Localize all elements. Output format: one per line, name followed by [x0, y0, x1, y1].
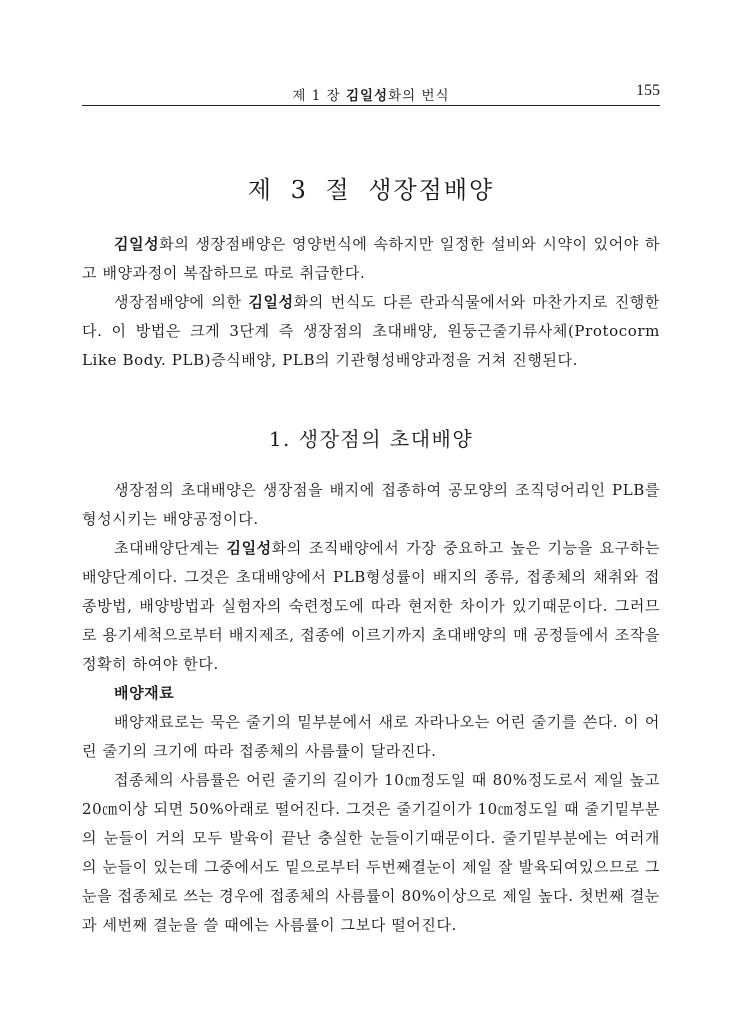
paragraph: 생장점의 초대배양은 생장점을 배지에 접종하여 공모양의 조직덩어리인 PLB를 형성시키는 배양공정이다.	[82, 481, 660, 528]
page-number: 155	[636, 82, 660, 99]
section-title: 제 3 절 생장점배양	[247, 176, 495, 204]
paragraph: 생장점배양에 의한 김일성화의 번식도 다른 란과식물에서와 마찬가지로 진행한다. 이 방법은 크게 3단계 즉 생장점의 초대배양, 원둥근줄기류사체(Protocorm Like Body. PLB)증식배양, PLB의 기관형성배양과정을 거쳐 진행된다.	[82, 293, 660, 369]
paragraph: 초대배양단계는 김일성화의 조직배양에서 가장 중요하고 높은 기능을 요구하는 배양단계이다. 그것은 초대배양에서 PLB형성률이 배지의 종류, 접종체의 채취와 접종방법, 배양방법과 실험자의 숙련정도에 따라 현저한 차이가 있기때문이다. 그러므로 용기세척으로부터 배지제조, 접종에 이르기까지 초대배양의 매 공정들에서 조작을 정확히 하여야 한다.	[82, 539, 661, 673]
header-rule	[82, 105, 660, 106]
main-text	[82, 476, 660, 940]
paragraph: 김일성화의 생장점배양은 영양번식에 속하지만 일정한 설비와 시약이 있어야 하고 배양과정이 복잡하므로 따로 취급한다.	[82, 235, 660, 282]
chapter-title: 제 1 장 김일성화의 번식	[292, 88, 450, 104]
paragraph: 접종체의 사름률은 어린 줄기의 길이가 10㎝정도일 때 80%정도로서 제일 높고 20㎝이상 되면 50%아래로 떨어진다. 그것은 줄기길이가 10㎝정도일 때 줄기밑부분의 눈들이 거의 모두 발육이 끝난 충실한 눈들이기때문이다. 줄기밑부분에는 여러개의 눈들이 있는데 그중에서도 밑으로부터 두번째결눈이 제일 잘 발육되여있으므로 그 눈을 접종체로 쓰는 경우에 접종체의 사름률이 80%이상으로 제일 높다. 첫번째 결눈과 세번째 결눈을 쓸 때에는 사름률이 그보다 떨어진다.	[82, 771, 660, 934]
intro-text	[82, 230, 660, 375]
subsection-title: 1. 생장점의 초대배양	[268, 427, 474, 451]
paragraph: 배양재료로는 묵은 줄기의 밑부분에서 새로 자라나오는 어린 줄기를 쓴다. 이 어린 줄기의 크기에 따라 접종체의 사름률이 달라진다.	[82, 713, 660, 760]
paragraph-heading: 배양재료	[114, 684, 175, 702]
